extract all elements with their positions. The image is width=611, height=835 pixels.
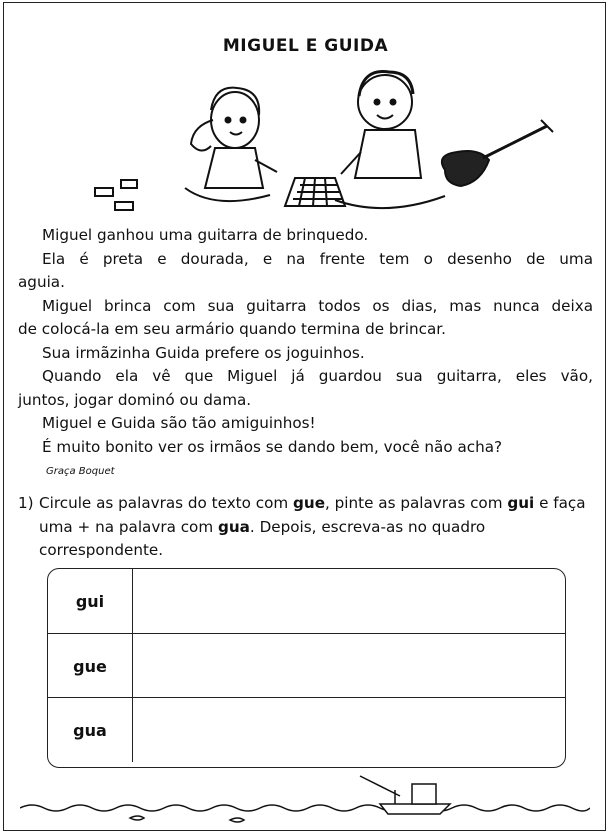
keyword-gua: gua: [217, 517, 250, 536]
story-paragraph: aguia.: [18, 273, 65, 291]
story-paragraph: Miguel e Guida são tão amiguinhos!: [42, 414, 316, 432]
question-number: 1): [18, 494, 34, 512]
row-label: gue: [48, 634, 133, 698]
question-fragment: Circule as palavras do texto com: [39, 494, 294, 512]
story-paragraph: Miguel brinca com sua guitarra todos os dias, mas nunca deixa: [42, 296, 593, 315]
table-row: [48, 633, 565, 698]
story-paragraph: de colocá-la em seu armário quando termina de brincar.: [18, 320, 446, 338]
row-label: gua: [48, 698, 133, 762]
children-playing-checkers-icon: [85, 60, 555, 220]
keyword-gui: gui: [507, 494, 535, 512]
table-row: [48, 569, 565, 633]
story-paragraph: Miguel ganhou uma guitarra de brinquedo.: [42, 226, 369, 244]
keyword-gue: gue: [293, 494, 326, 512]
story-text: [18, 224, 593, 459]
author-credit: Graça Boquet: [46, 466, 115, 477]
table-row: [48, 697, 565, 762]
question-fragment: . Depois, escreva-as no quadro correspondente.: [39, 517, 486, 559]
story-paragraph: Quando ela vê que Miguel já guardou sua guitarra, eles vão,: [42, 367, 593, 385]
question: [18, 492, 593, 563]
story-paragraph: juntos, jogar dominó ou dama.: [18, 390, 252, 409]
story-paragraph: Ela é preta e dourada, e na frente tem o desenho de uma: [42, 249, 593, 268]
boat-on-water-icon: [20, 770, 590, 828]
story-paragraph: É muito bonito ver os irmãos se dando bem, você não acha?: [42, 437, 503, 456]
page-title: MIGUEL E GUIDA: [222, 36, 389, 56]
question-fragment: e faça uma + na palavra com: [39, 494, 586, 536]
row-label: gui: [48, 569, 133, 633]
question-text: [39, 492, 593, 563]
story-paragraph: Sua irmãzinha Guida prefere os joguinhos.: [42, 343, 365, 362]
question-fragment: , pinte as palavras com: [325, 494, 508, 512]
answer-table: [47, 568, 566, 768]
